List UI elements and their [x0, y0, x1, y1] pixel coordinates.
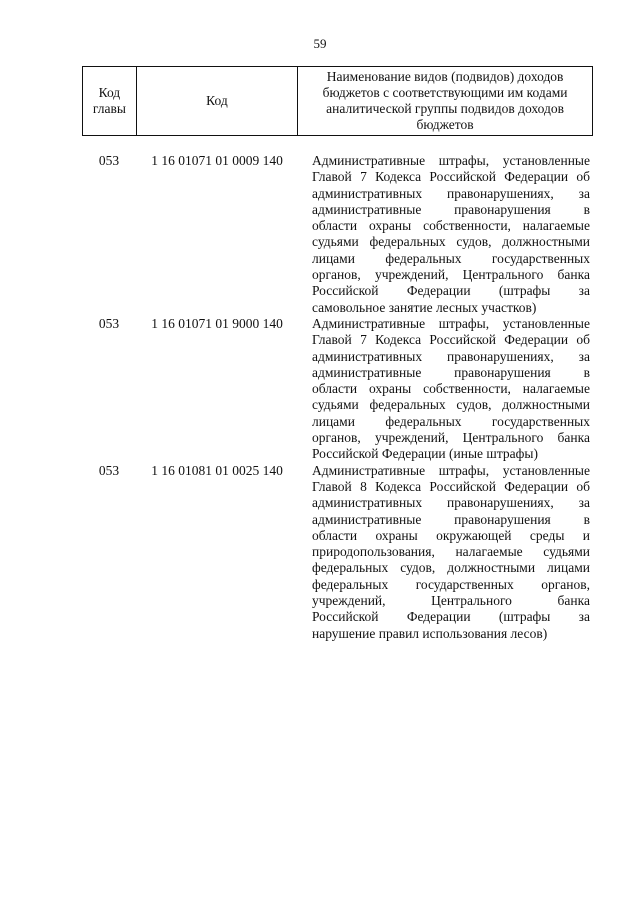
description-line: административных правонарушениях, за [312, 348, 590, 364]
description-line: лицами федеральных государственных [312, 413, 590, 429]
header-chapter-code: Код главы [83, 67, 137, 135]
chapter-code-cell: 053 [98, 153, 120, 168]
description-line: административные правонарушения в [312, 364, 590, 380]
description-line: органов, учреждений, Центрального банка [312, 430, 590, 446]
description-line: Административные штрафы, установленные [312, 315, 590, 331]
description-line: области охраны собственности, налагаемые [312, 381, 590, 397]
description-line: Главой 7 Кодекса Российской Федерации об [312, 332, 590, 348]
description-line: Главой 7 Кодекса Российской Федерации об [312, 169, 590, 185]
description-line: самовольное занятие лесных участков) [312, 299, 537, 315]
description-line: учреждений, Центрального банка [312, 593, 590, 609]
table-body [82, 153, 593, 642]
table-row [82, 153, 593, 316]
description-line: области охраны собственности, налагаемые [312, 218, 590, 234]
description-line: судьями федеральных судов, должностными [312, 397, 590, 413]
description-line: лицами федеральных государственных [312, 250, 590, 266]
description-line: Административные штрафы, установленные [312, 153, 590, 168]
description-line: Российской Федерации (иные штрафы) [312, 446, 538, 462]
revenue-code-cell: 1 16 01071 01 9000 140 [151, 315, 283, 331]
revenue-code-cell: 1 16 01081 01 0025 140 [151, 462, 283, 478]
revenue-name-cell [312, 153, 590, 316]
description-line: органов, учреждений, Центрального банка [312, 267, 590, 283]
table-row [82, 463, 593, 642]
chapter-code-cell: 053 [98, 315, 120, 331]
description-line: федеральных судов, должностными лицами [312, 560, 590, 576]
description-line: Административные штрафы, установленные [312, 462, 590, 478]
revenue-name-cell [312, 316, 590, 463]
description-line: нарушение правил использования лесов) [312, 625, 548, 641]
description-line: Главой 8 Кодекса Российской Федерации об [312, 478, 590, 494]
revenue-name-cell [312, 463, 590, 642]
header-name: Наименование видов (подвидов) доходов бюджетов с соответствующими им кодами аналитической группы подвидов доходов бюджетов [322, 69, 568, 132]
description-line: области охраны окружающей среды и [312, 527, 590, 543]
description-line: Российской Федерации (штрафы за [312, 283, 590, 299]
description-line: административные правонарушения в [312, 201, 590, 217]
header-code: Код [137, 67, 298, 135]
table-row [82, 316, 593, 463]
chapter-code-cell: 053 [98, 462, 120, 478]
description-line: Российской Федерации (штрафы за [312, 609, 590, 625]
description-line: административных правонарушениях, за [312, 185, 590, 201]
description-line: федеральных государственных органов, [312, 576, 590, 592]
description-line: административные правонарушения в [312, 511, 590, 527]
page-number: 59 [313, 36, 327, 51]
description-line: природопользования, налагаемые судьями [312, 544, 590, 560]
revenue-code-cell: 1 16 01071 01 0009 140 [151, 153, 283, 168]
table-header [82, 66, 593, 136]
description-line: административных правонарушениях, за [312, 495, 590, 511]
description-line: судьями федеральных судов, должностными [312, 234, 590, 250]
